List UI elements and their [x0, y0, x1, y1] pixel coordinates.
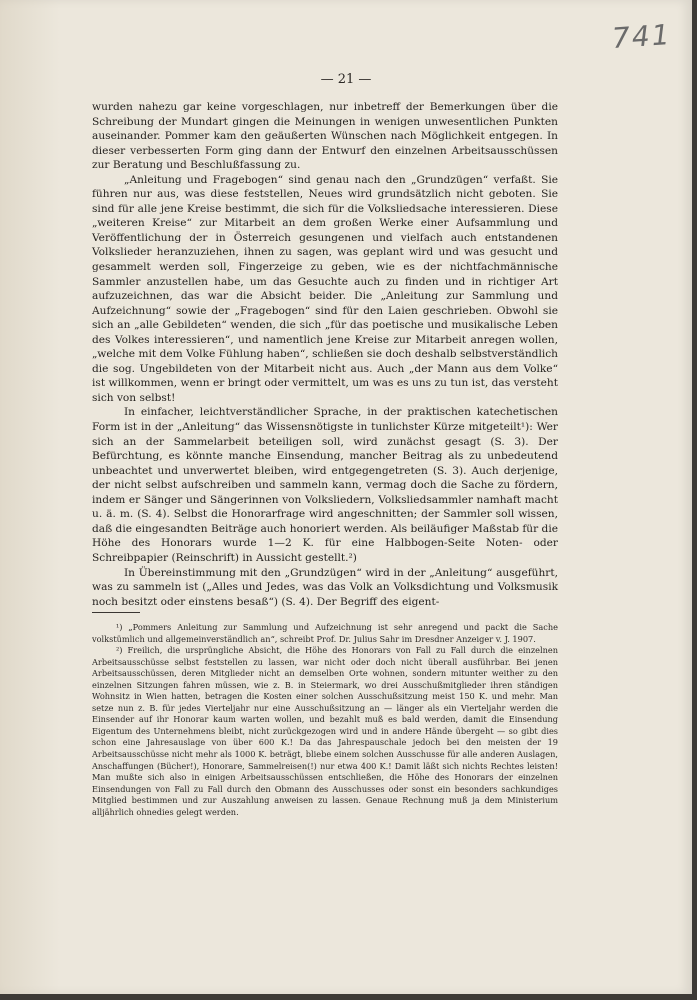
footnote-separator [92, 612, 140, 613]
paragraph: In einfacher, leichtverständlicher Sprache, in der praktischen katechetischen Form ist in der „Anleitung“ das Wissensnötigste in tunlichster Kürze mitgeteilt¹): Wer sich an der Sammelarbeit beteiligen soll, wird zunächst gesagt (S. 3). Der Befürchtung, es könnte manche Einsendung, mancher Beitrag als zu unbedeutend unbeachtet und unverwertet bleiben, wird entgegengetreten (S. 3). Auch derjenige, der nicht selbst aufschreiben und sammeln kann, vermag doch die Sache zu fördern, indem er Sänger und Sängerinnen von Volksliedern, Volksliedsammler namhaft macht u. ä. m. (S. 4). Selbst die Honorarfrage wird angeschnitten; der Sammler soll wissen, daß die eingesandten Beiträge auch honoriert werden. Als beiläufiger Maßstab für die Höhe des Honorars wurde 1—2 K. für eine Halbbogen-Seite Noten- oder Schreibpapier (Reinschrift) in Aussicht gestellt.²) [92, 406, 558, 564]
footnote: ¹) „Pommers Anleitung zur Sammlung und Aufzeichnung ist sehr anregend und packt die Sache volkstümlich und allgemeinverständlich an“, schreibt Prof. Dr. Julius Sahr im Dresdner Anzeiger v. J. 1907. [92, 622, 558, 644]
paper-stain [0, 0, 60, 994]
body-text [92, 100, 558, 609]
paragraph: wurden nahezu gar keine vorgeschlagen, nur inbetreff der Bemerkungen über die Schreibung der Mundart gingen die Meinungen in wenigen unwesentlichen Punkten auseinander. Pommer kam den geäußerten Wünschen nach Möglichkeit entgegen. In dieser verbesserten Form ging dann der Entwurf den einzelnen Arbeitsausschüssen zur Beratung und Beschlußfassung zu. [92, 101, 558, 172]
paragraph: „Anleitung und Fragebogen“ sind genau nach den „Grundzügen“ verfaßt. Sie führen nur aus, was diese feststellen, Neues wird grundsätzlich nicht geboten. Sie sind für alle jene Kreise bestimmt, die sich für die Volksliedsache interessieren. Diese „weiteren Kreise“ zur Mitarbeit an dem großen Werke einer Aufsammlung und Veröffentlichung der in Österreich gesungenen und vielfach auch entstandenen Volkslieder heranzuziehen, ihnen zu sagen, was geplant wird und was gesucht und gesammelt werden soll, Fingerzeige zu geben, wie es der nichtfachmännische Sammler anzustellen habe, um das Gesuchte auch zu finden und in richtiger Art aufzuzeichnen, das war die Absicht beider. Die „Anleitung zur Sammlung und Aufzeichnung“ sowie der „Fragebogen“ sind für den Laien geschrieben. Obwohl sie sich an „alle Gebildeten“ wenden, die sich „für das poetische und musikalische Leben des Volkes interessieren“, und namentlich jene Kreise zur Mitarbeit anregen wollen, „welche mit dem Volke Fühlung haben“, schließen sie doch deshalb selbstverständlich die sog. Ungebildeten von der Mitarbeit nicht aus. Auch „der Mann aus dem Volke“ ist willkommen, wenn er bringt oder vermittelt, um was es uns zu tun ist, das versteht sich von selbst! [92, 173, 558, 404]
scan-border [0, 994, 697, 1000]
footnote: ²) Freilich, die ursprüngliche Absicht, die Höhe des Honorars von Fall zu Fall durch die einzelnen Arbeitsausschüsse selbst feststellen zu lassen, war nicht oder doch nicht überall ausführbar. Bei jenen Arbeitsausschüssen, deren Mitglieder nicht an demselben Orte wohnen, sondern mitunter weither zu den einzelnen Sitzungen fahren müssen, wie z. B. in Steiermark, wo drei Ausschußmitglieder ihren ständigen Wohnsitz in Wien hatten, betragen die Kosten einer solchen Ausschußsitzung meist 150 K. und mehr. Man setze nun z. B. für jedes Vierteljahr nur eine Ausschußsitzung an — länger als ein Vierteljahr werden die Einsender auf ihr Honorar kaum warten wollen, und bezahlt muß es bald werden, damit die Einsendung Eigentum des Unternehmens bleibt, nicht zurückgezogen wird und in andere Hände übergeht — so gibt dies schon eine Jahresauslage von über 600 K.! Da das Jahrespauschale jedoch bei den meisten der 19 Arbeitsausschüsse nicht mehr als 1000 K. beträgt, bliebe einem solchen Ausschusse für alle anderen Auslagen, Anschaffungen (Bücher!), Honorare, Sammelreisen(!) nur etwa 400 K.! Damit läßt sich nichts Rechtes leisten! Man mußte sich also in einigen Arbeitsausschüssen entschließen, die Höhe des Honorars der einzelnen Einsendungen von Fall zu Fall durch den Obmann des Ausschusses oder sonst ein besonders sachkundiges Mitglied bestimmen und zur Auszahlung anweisen zu lassen. Genaue Rechnung muß ja dem Ministerium alljährlich ohnedies gelegt werden. [92, 645, 558, 817]
page-number: — 21 — [320, 72, 372, 87]
footnotes [92, 622, 558, 818]
paragraph: In Übereinstimmung mit den „Grundzügen“ wird in der „Anleitung“ ausgeführt, was zu sammeln ist („Alles und Jedes, was das Volk an Volksdichtung und Volksmusik noch besitzt oder einstens besaß“) (S. 4). Der Begriff des eigent- [92, 566, 558, 608]
handwritten-annotation: 741 [610, 17, 673, 56]
